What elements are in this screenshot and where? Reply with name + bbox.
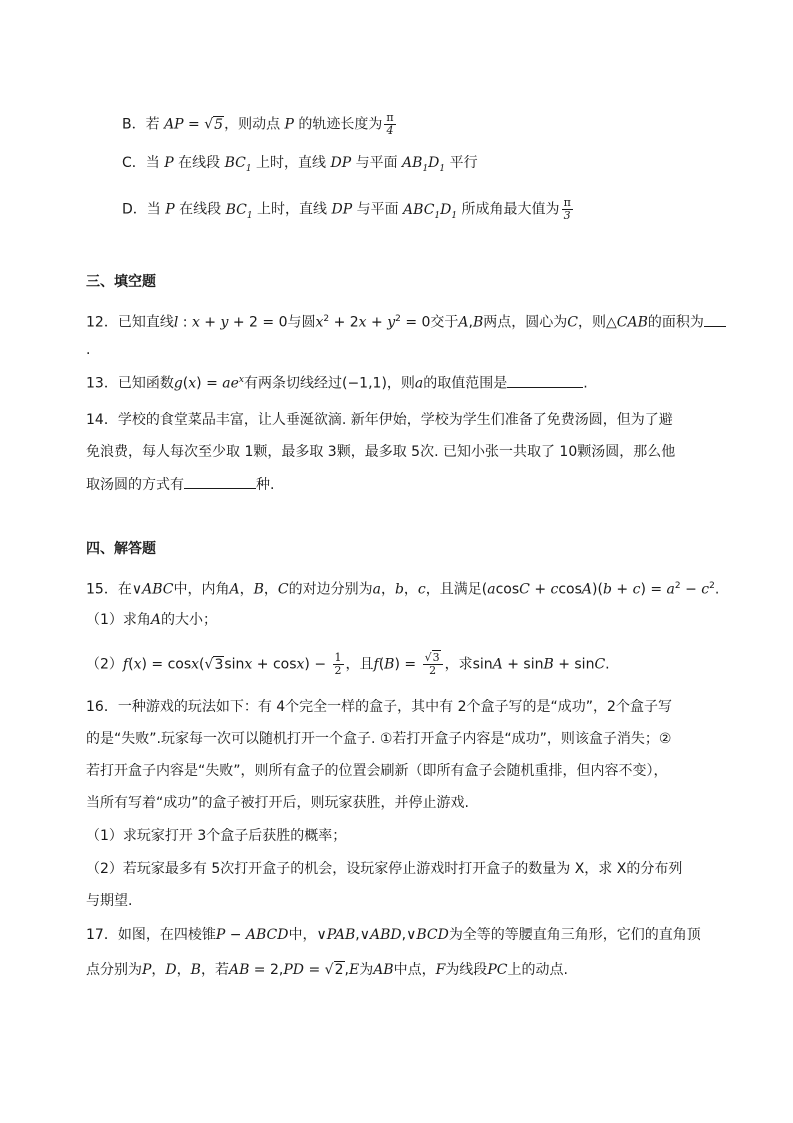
text: （1）求角 (86, 612, 151, 628)
math: ae (222, 375, 239, 392)
option-b: B．若 AP = √5，则动点 P 的轨迹长度为 $\frac{\pi}{4}$ (122, 111, 394, 137)
math: PAB (326, 927, 356, 943)
math: CAB (616, 314, 648, 331)
fraction: $\frac{\pi}{4}$ (386, 111, 394, 137)
math: x (191, 314, 200, 331)
math: P (142, 962, 152, 978)
text: D．当 (122, 201, 166, 218)
text: 的面积为 (647, 314, 704, 331)
text: （2） (86, 656, 123, 673)
text: 两点，圆心为 (483, 314, 568, 331)
math: c (701, 581, 710, 598)
option-d (122, 197, 575, 225)
text: 上时，直线 (251, 155, 331, 171)
math: AB (228, 962, 250, 978)
text: 中点， (393, 962, 436, 978)
math: $AB_1D_1$ (402, 155, 446, 174)
text: ，则动点 (224, 116, 285, 133)
math: $BC_1$ (225, 201, 253, 221)
text: 15．在 (86, 581, 132, 598)
math: P (165, 201, 175, 218)
option-c (122, 153, 478, 179)
math: x (191, 656, 200, 673)
math: y (387, 314, 396, 331)
math: a (372, 581, 381, 598)
math: a (487, 581, 496, 598)
math: ABC (142, 581, 174, 598)
math: g (173, 375, 183, 392)
question-14-line-2: 免浪费，每人每次至少取 1颗，最多取 3颗，最多取 5次. 已知小张一共取了 10颗汤圆，那么他 (86, 444, 676, 460)
fraction: $\frac{√3}{2}$ (423, 652, 443, 677)
text: 中， (288, 927, 317, 943)
math: B (384, 656, 395, 673)
question-16-part-1: （1）求玩家打开 3个盒子后获胜的概率； (86, 828, 347, 844)
math: C (277, 581, 289, 598)
math: a (666, 581, 675, 598)
text: ，若 (200, 962, 229, 978)
math: P (215, 927, 226, 943)
text: 中，内角 (173, 581, 230, 598)
question-15-part-2: （2）f(x) = cosx(√3sinx + cosx) − $\frac{1}{2}$ ，且f(B) = $\frac{√3}{2}$ ，求sinA + sinB + sinC. (86, 651, 610, 677)
text: 的大小； (161, 612, 218, 628)
answer-blank[interactable] (184, 474, 256, 489)
text: 取汤圆的方式有 (86, 477, 184, 493)
text: 点分别为 (86, 962, 142, 978)
math: B (190, 962, 201, 978)
math: y (220, 314, 229, 331)
text: ，求 (444, 656, 473, 673)
text: 在线段 (174, 201, 226, 218)
text: 13．已知函数 (86, 375, 174, 392)
math: x (133, 656, 142, 673)
question-16-line-2: 的是“失败”.玩家每一次可以随机打开一个盒子. ①若打开盒子内容是“成功”，则该盒子消失；② (86, 731, 672, 747)
math: AP (164, 116, 184, 133)
math: f (122, 656, 129, 673)
text: 平行 (445, 155, 478, 171)
question-17-line-1: 17．如图，在四棱锥P − ABCD中，∨PAB,∨ABD,∨BCD为全等的等腰直角三角形，它们的直角顶 (86, 927, 701, 943)
math: x (358, 314, 367, 331)
section-solutions: 四、解答题 (86, 541, 156, 557)
text: 与圆 (287, 314, 316, 331)
text: 上的动点. (507, 962, 568, 978)
question-12: 12．已知直线l : x + y + 2 = 0与圆$x^2 + 2x + y^2 = 0$交于A,B两点，圆心为C，则△CAB的面积为 (86, 309, 726, 333)
math: ABD (370, 927, 402, 943)
fraction: $\frac{\pi}{3}$ (563, 196, 571, 222)
math: AB (373, 962, 394, 978)
question-17-line-2: 点分别为P，D，B，若AB = 2,PD = √2,E为AB中点，F为线段PC上的动点. (86, 962, 568, 978)
text: 种. (256, 477, 275, 493)
text: ，且 (345, 656, 374, 673)
text: . (583, 375, 588, 392)
math: ABCD (245, 927, 289, 943)
text: 的轨迹长度为 (293, 116, 383, 133)
math: B (543, 656, 554, 673)
fraction: $\frac{1}{2}$ (334, 651, 342, 677)
math: c (417, 581, 426, 598)
text: 在线段 (173, 155, 225, 171)
math: x (315, 314, 324, 331)
math: C (594, 656, 606, 673)
math: A (150, 612, 162, 628)
math: l (173, 314, 179, 331)
text: 17．如图，在四棱锥 (86, 927, 216, 943)
math: c (632, 581, 641, 598)
text: 所成角最大值为 (457, 201, 560, 218)
math: b (602, 581, 612, 598)
text: 有两条切线经过 (243, 375, 342, 392)
math: $ABC_1D_1$ (403, 201, 458, 221)
section-fill-in: 三、填空题 (86, 274, 156, 290)
question-16-part-2-tail: 与期望. (86, 893, 133, 909)
math: A (492, 656, 503, 673)
question-16-line-3: 若打开盒子内容是“失败”，则所有盒子的位置会刷新（即所有盒子会随机重排，但内容不变）， (86, 763, 668, 779)
math: P (164, 155, 174, 171)
math: D (165, 962, 177, 978)
text: 交于 (430, 314, 459, 331)
math: c (550, 581, 559, 598)
question-14-line-1: 14．学校的食堂菜品丰富，让人垂涎欲滴. 新年伊始，学校为学生们准备了免费汤圆，但为了避 (86, 412, 673, 428)
math: P (284, 116, 294, 133)
text: B．若 (122, 116, 165, 133)
text: 的对边分别为 (288, 581, 373, 598)
math: x (188, 375, 197, 392)
text: C．当 (122, 155, 165, 171)
math: f (373, 656, 379, 673)
text: 为全等的等腰直角三角形，它们的直角顶 (448, 927, 701, 943)
text: ，则 (386, 375, 415, 392)
math: F (435, 962, 446, 978)
math: 5 (214, 116, 224, 133)
text: 与平面 (352, 201, 404, 218)
math: b (394, 581, 404, 598)
math: A (581, 581, 593, 598)
text: 12．已知直线 (86, 314, 174, 331)
math: DP (331, 201, 353, 218)
text: 为线段 (445, 962, 488, 978)
question-16-part-2: （2）若玩家最多有 5次打开盒子的机会，设玩家停止游戏时打开盒子的数量为 X，求 X的分布列 (86, 861, 683, 877)
math: C (519, 581, 530, 598)
math: a (414, 375, 424, 392)
math: A (458, 314, 469, 331)
math: E (348, 962, 360, 978)
math: $BC_1$ (224, 155, 252, 174)
text: ，则△ (578, 314, 617, 331)
math: x (244, 656, 253, 673)
math: PC (487, 962, 508, 978)
question-12-tail: . (86, 342, 91, 358)
text: 的取值范围是 (423, 375, 508, 392)
text: ，且满足 (425, 581, 482, 598)
math: A (229, 581, 240, 598)
answer-blank[interactable] (507, 373, 583, 388)
math: BCD (416, 927, 449, 943)
text: 为 (359, 962, 374, 978)
question-14-line-3 (86, 474, 274, 495)
question-16-line-4: 当所有写着“成功”的盒子被打开后，则玩家获胜，并停止游戏. (86, 795, 469, 811)
text: 上时，直线 (252, 201, 332, 218)
math: x (296, 656, 305, 673)
answer-blank[interactable] (704, 312, 726, 327)
question-15: 15．在∨ABC中，内角A，B，C的对边分别为a，b，c，且满足$(acosC + ccosA)(b + c) = a^2 - c^2$. (86, 581, 720, 598)
text: 与平面 (351, 155, 403, 171)
math: B (253, 581, 264, 598)
math: B (473, 314, 484, 331)
question-16-line-1: 16．一种游戏的玩法如下：有 4个完全一样的盒子，其中有 2个盒子写的是“成功”，2个盒子写 (86, 699, 672, 715)
question-15-part-1 (86, 610, 217, 630)
math: C (567, 314, 579, 331)
question-13: 13．已知函数$g(x) = ae^x$有两条切线经过(−1,1)，则a的取值范围是 . (86, 370, 588, 394)
math: PD (283, 962, 305, 978)
math: DP (330, 155, 352, 171)
